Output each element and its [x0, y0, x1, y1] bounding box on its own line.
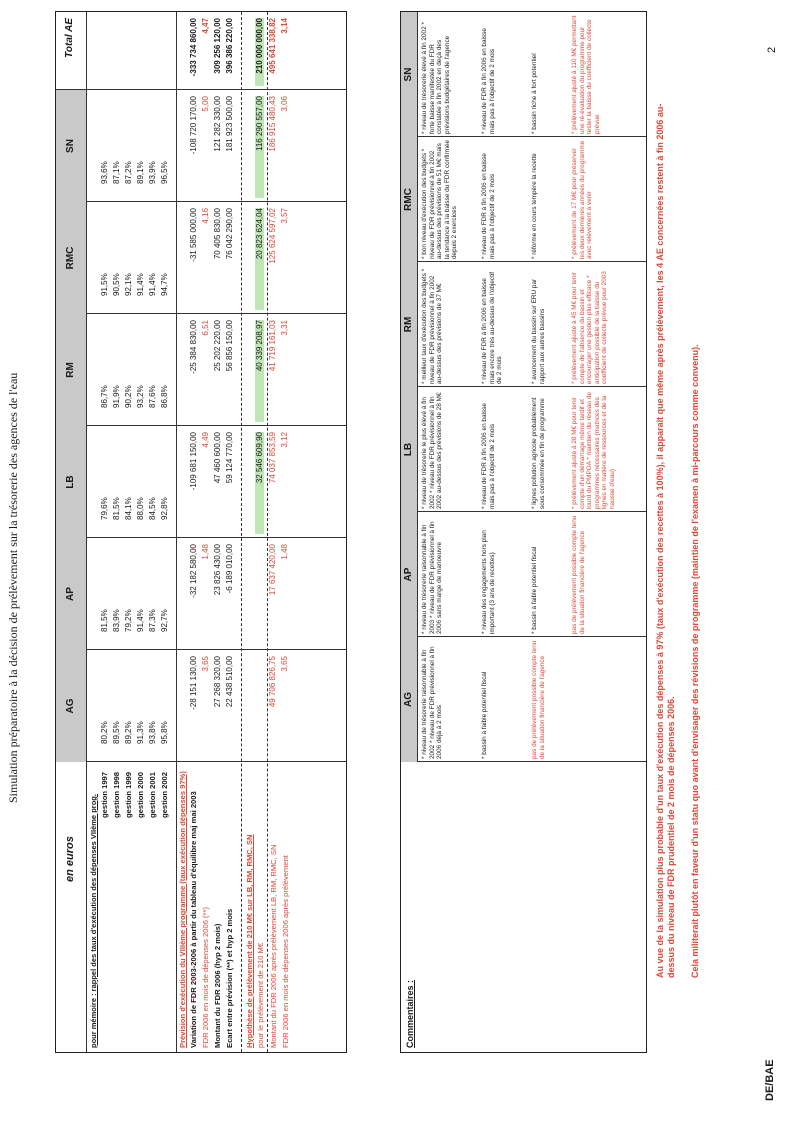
prevision-cell: 47 460 600,00: [213, 432, 222, 484]
gestion-cell: 95,8%: [160, 721, 169, 744]
prevision-cell: 3,65: [201, 656, 210, 672]
gestion-cell: 87,6%: [148, 385, 157, 408]
column-separator: [56, 537, 346, 538]
gestion-row-label: gestion 2002: [160, 772, 169, 819]
hypothese-header: Hypothèse de prélèvement de 210 M€ sur LB, RM, RMC, SN: [245, 834, 254, 1048]
gestion-cell: 92,7%: [160, 609, 169, 632]
header-line: [86, 12, 87, 1052]
gestion-cell: 79,2%: [124, 609, 133, 632]
comment-column-header-sn: SN: [401, 12, 417, 137]
hypothese-total: 3,14: [280, 18, 289, 34]
prevision-row-label: FDR 2006 en mois de dépenses 2006 (**): [201, 907, 210, 1048]
gestion-cell: 91,3%: [136, 721, 145, 744]
comment-column-header-rm: RM: [401, 262, 417, 387]
prevision-cell: -28 151 130,00: [189, 656, 198, 710]
gestion-cell: 87,2%: [124, 161, 133, 184]
prevision-cell: 4,49: [201, 432, 210, 448]
prevision-cell: -108 720 170,00: [189, 96, 198, 155]
comment-text: * niveau de FDR à fin 2006 en baisse mais pas à l'objectif de 2 mois: [481, 28, 496, 134]
gestion-cell: 81,5%: [112, 497, 121, 520]
gestion-cell: 89,5%: [112, 721, 121, 744]
column-header-rm: RM: [56, 314, 86, 426]
column-separator: [56, 761, 346, 762]
hypothese-cell: 40 339 208,97: [255, 320, 264, 422]
hypothese-cell: 49 706 826,75: [268, 656, 277, 708]
comment-text: * prélèvement ajusté à 45 M€ pour tenir compte de l'absence du bassin et encourager une gestion plus efficace * anticipation possible de la baisse du coefficient de collecte prévue pour 2003: [571, 271, 609, 384]
comment-text: pas de prélèvement possible compte tenu de la situation financière de l'agence: [531, 640, 546, 759]
comment-text: * niveau de FDR à fin 2006 en baisse mais encore très au-dessus de l'objectif de 2 mois: [481, 271, 504, 384]
prevision-cell: 5,00: [201, 96, 210, 112]
hypothese-cell: 32 546 609,90: [255, 432, 264, 534]
header-line: [417, 12, 418, 762]
column-separator: [401, 761, 646, 762]
comment-text: * niveau de trésorerie le plus élevé à fin 2002 * niveau de FDR prévisionnel à fin 2002 au-dessus des prévisions de 28 M€: [421, 392, 444, 509]
total-ae-header: Total AE: [64, 18, 75, 58]
hypothese-cell: 1,48: [280, 544, 289, 560]
hypothese-row-label: FDR 2006 en mois de dépenses 2006 après prélèvement: [281, 855, 290, 1048]
column-separator: [401, 136, 646, 137]
hypothese-total: 495 641 338,82: [268, 18, 277, 74]
gestion-row-label: gestion 2000: [136, 772, 145, 819]
prevision-cell: -109 681 150,00: [189, 432, 198, 491]
column-separator: [401, 386, 646, 387]
simulation-table: [55, 11, 347, 1053]
prevision-cell: 1,48: [201, 544, 210, 560]
memo-header: pour mémoire : rappel des taux d'exécution des dépenses VIIème prog.: [89, 794, 98, 1048]
hypothese-cell: 74 037 853,59: [268, 432, 277, 484]
gestion-cell: 91,4%: [136, 273, 145, 296]
comment-text: * meilleur taux d'exécution des budgets * niveau de FDR prévisionnel à fin 2002 au-dessus des prévisions de 37 M€: [421, 268, 444, 384]
comments-label: Commentaires :: [405, 979, 415, 1048]
comment-text: * bassin à faible potentiel fiscal: [481, 671, 488, 759]
prevision-cell: 4,16: [201, 208, 210, 224]
gestion-cell: 89,1%: [136, 161, 145, 184]
gestion-cell: 89,2%: [124, 721, 133, 744]
hypothese-cell: 3,06: [280, 96, 289, 112]
prevision-row-label: Montant du FDR 2006 (hyp 2 mois): [213, 923, 222, 1048]
prevision-row-label: Ecart entre prévision (**) et hyp 2 mois: [225, 908, 234, 1048]
comment-text: * prélèvement ajusté à 28 M€ pour tenir compte d'un démarrage même tardif et lourd du PMPOA * maintien du réseau de programmes nécessaires (matrices des lignes en matière de ressources et de la hausse d'eau): [571, 392, 616, 509]
comment-text: * prélèvement ajusté à 110 M€ permettant une ré-évaluation du programme pour tester la baisse du coefficient de collecte prévue: [571, 15, 601, 134]
hypothese-cell: 41 719 161,03: [268, 320, 277, 372]
gestion-cell: 96,5%: [160, 161, 169, 184]
hypothese-cell: 17 637 420,00: [268, 544, 277, 596]
hypothese-cell: 3,31: [280, 320, 289, 336]
hypothese-cell: 3,65: [280, 656, 289, 672]
column-separator: [401, 261, 646, 262]
prevision-cell: 121 282 330,00: [213, 96, 222, 152]
comment-text: * niveau de trésorerie élevé à fin 2002 * forte baisse manifestée du FDR constatée à fin 2002 en deçà des prévisions budgétaires de l'agence: [421, 22, 451, 134]
gestion-cell: 86,8%: [160, 385, 169, 408]
comment-text: * niveau de FDR à fin 2006 en baisse mais pas à l'objectif de 2 mois: [481, 403, 496, 509]
gestion-cell: 91,5%: [100, 273, 109, 296]
prevision-cell: 25 202 220,00: [213, 320, 222, 372]
prevision-cell: 181 923 500,00: [225, 96, 234, 152]
hypothese-cell: 3,12: [280, 432, 289, 448]
prevision-cell: -32 182 580,00: [189, 544, 198, 598]
comment-column-header-lb: LB: [401, 387, 417, 512]
comment-text: * lignes pollution agricole probablement sous consommée en fin de programme: [531, 397, 546, 509]
unit-header: [56, 762, 86, 1052]
prevision-cell: 76 042 290,00: [225, 208, 234, 260]
prevision-total: 309 256 120,00: [213, 18, 222, 74]
hypothese-cell: 125 624 597,02: [268, 208, 277, 264]
gestion-cell: 92,1%: [124, 273, 133, 296]
hypothese-cell: 3,57: [280, 208, 289, 224]
prevision-cell: 59 124 770,00: [225, 432, 234, 484]
gestion-cell: 94,7%: [160, 273, 169, 296]
gestion-cell: 93,8%: [148, 721, 157, 744]
prevision-total: 396 386 220,00: [225, 18, 234, 74]
gestion-row-label: gestion 2001: [148, 772, 157, 819]
hypothese-cell: 116 290 557,00: [255, 96, 264, 198]
gestion-cell: 81,5%: [100, 609, 109, 632]
hypothese-total: 210 000 000,00: [255, 18, 264, 86]
column-header-lb: LB: [56, 426, 86, 538]
comment-text: * niveau de FDR à fin 2006 en baisse mais pas à l'objectif de 2 mois: [481, 153, 496, 259]
footer-department: DE/BAE: [764, 1059, 776, 1101]
prevision-cell: -6 189 010,00: [225, 544, 234, 594]
gestion-row-label: gestion 1997: [100, 772, 109, 819]
hypothese-row-label: Montant du FDR 2006 après prélèvement LB, RM, RMC, SN: [269, 844, 278, 1048]
comment-text: pas de prélèvement possible compte tenu de la situation financière de l'agence: [571, 515, 586, 634]
comment-column-header-ag: AG: [401, 637, 417, 762]
comment-text: * bon niveau d'exécution des budgets * niveau de FDR prévisionnel à fin 2002 au-dessus des prévisions de 51 M€ mais la tendance à la baisse du FDR confirmée depuis 2 exercices: [421, 139, 459, 259]
page-number: 2: [766, 46, 778, 53]
gestion-row-label: gestion 1999: [124, 772, 133, 819]
comments-table: [400, 11, 647, 1053]
gestion-cell: 84,5%: [148, 497, 157, 520]
comment-text: * niveau de trésorerie raisonnable à fin 2003 * niveau de FDR prévisionnel à fin 2006 sans marge de manoeuvre: [421, 521, 444, 634]
comment-column-header-ap: AP: [401, 512, 417, 637]
page-title: Simulation préparatoire à la décision de prélèvement sur la trésorerie des agences de l'eau: [6, 372, 20, 803]
comment-text: * prélèvement de 17 M€ pour préserver les deux dernières années du programme avec relèvement à venir: [571, 140, 594, 259]
comment-text: * niveau des engagements hors plan important (3 ans de recettes): [481, 530, 496, 634]
comment-column-header-rmc: RMC: [401, 137, 417, 262]
prevision-row-label: Variation de FDR 2003-2006 à partir du tableau d'équilibre maj mai 2003: [189, 791, 198, 1048]
gestion-cell: 93,9%: [148, 161, 157, 184]
prevision-cell: 27 268 320,00: [213, 656, 222, 708]
gestion-cell: 80,2%: [100, 721, 109, 744]
gestion-cell: 84,1%: [124, 497, 133, 520]
column-separator: [401, 511, 646, 512]
prevision-header: Prévision d'exécution du VIIIème programme (taux exécution dépenses 97%): [178, 771, 187, 1048]
prevision-cell: 6,51: [201, 320, 210, 336]
dashed-separator: [241, 12, 242, 1052]
column-separator: [56, 313, 346, 314]
prevision-cell: 70 405 830,00: [213, 208, 222, 260]
column-header-rmc: RMC: [56, 202, 86, 314]
conclusion-text-1: Au vue de la simulation plus probable d'un taux d'exécution des dépenses à 97% (taux d'exécution des recettes à 100%), il apparaît que même après prélèvement, les 4 AE concernées restent à fin 2006 au-dessus du niveau de FDR prudentiel de 2 mois de dépenses 2006.: [655, 103, 676, 978]
column-header-ag: AG: [56, 650, 86, 762]
unit-label: en euros: [64, 836, 76, 882]
column-separator: [56, 201, 346, 202]
gestion-cell: 88,0%: [136, 497, 145, 520]
column-separator: [401, 636, 646, 637]
column-separator: [56, 89, 346, 90]
prevision-cell: -31 585 000,00: [189, 208, 198, 262]
gestion-cell: 93,6%: [100, 161, 109, 184]
gestion-cell: 90,5%: [112, 273, 121, 296]
section-line: [176, 12, 177, 1052]
comment-text: * bassin riche à fort potentiel: [531, 53, 538, 134]
gestion-cell: 79,6%: [100, 497, 109, 520]
prevision-cell: 23 826 430,00: [213, 544, 222, 596]
gestion-cell: 91,4%: [148, 273, 157, 296]
prevision-cell: 56 856 150,00: [225, 320, 234, 372]
column-header-ap: AP: [56, 538, 86, 650]
prevision-total: 4,47: [201, 18, 210, 34]
hypothese-cell: 20 823 624,04: [255, 208, 264, 310]
comment-text: * niveau de trésorerie raisonnable à fin 2002 * niveau de FDR prévisionnel à fin 2006 déjà à 2 mois: [421, 646, 444, 759]
column-separator: [56, 649, 346, 650]
comment-text: * bassin à faible potentiel fiscal: [531, 546, 538, 634]
gestion-cell: 90,2%: [124, 385, 133, 408]
prevision-cell: 22 438 510,00: [225, 656, 234, 708]
gestion-row-label: gestion 1998: [112, 772, 121, 819]
column-header-sn: SN: [56, 90, 86, 202]
hypothese-row-label: pour le prélèvement de 210 M€: [256, 942, 265, 1048]
column-separator: [56, 425, 346, 426]
gestion-cell: 83,9%: [112, 609, 121, 632]
gestion-cell: 87,3%: [148, 609, 157, 632]
prevision-cell: -25 384 830,00: [189, 320, 198, 374]
gestion-cell: 86,7%: [100, 385, 109, 408]
gestion-cell: 93,2%: [136, 385, 145, 408]
conclusion-text-2: Cela militerait plutôt en faveur d'un statu quo avant d'envisager des révisions de programme (maintien de l'examen à mi-parcours comme convenu).: [690, 344, 700, 978]
hypothese-cell: 186 915 480,43: [268, 96, 277, 152]
prevision-total: -333 734 860,00: [189, 18, 198, 77]
comment-text: * réforme en cours tempère la recette: [531, 153, 538, 259]
gestion-cell: 87,1%: [112, 161, 121, 184]
gestion-cell: 91,9%: [112, 385, 121, 408]
gestion-cell: 92,8%: [160, 497, 169, 520]
gestion-cell: 91,4%: [136, 609, 145, 632]
comment-text: * avancement du bassin sur ERU par rapport aux autres bassins: [531, 278, 546, 384]
